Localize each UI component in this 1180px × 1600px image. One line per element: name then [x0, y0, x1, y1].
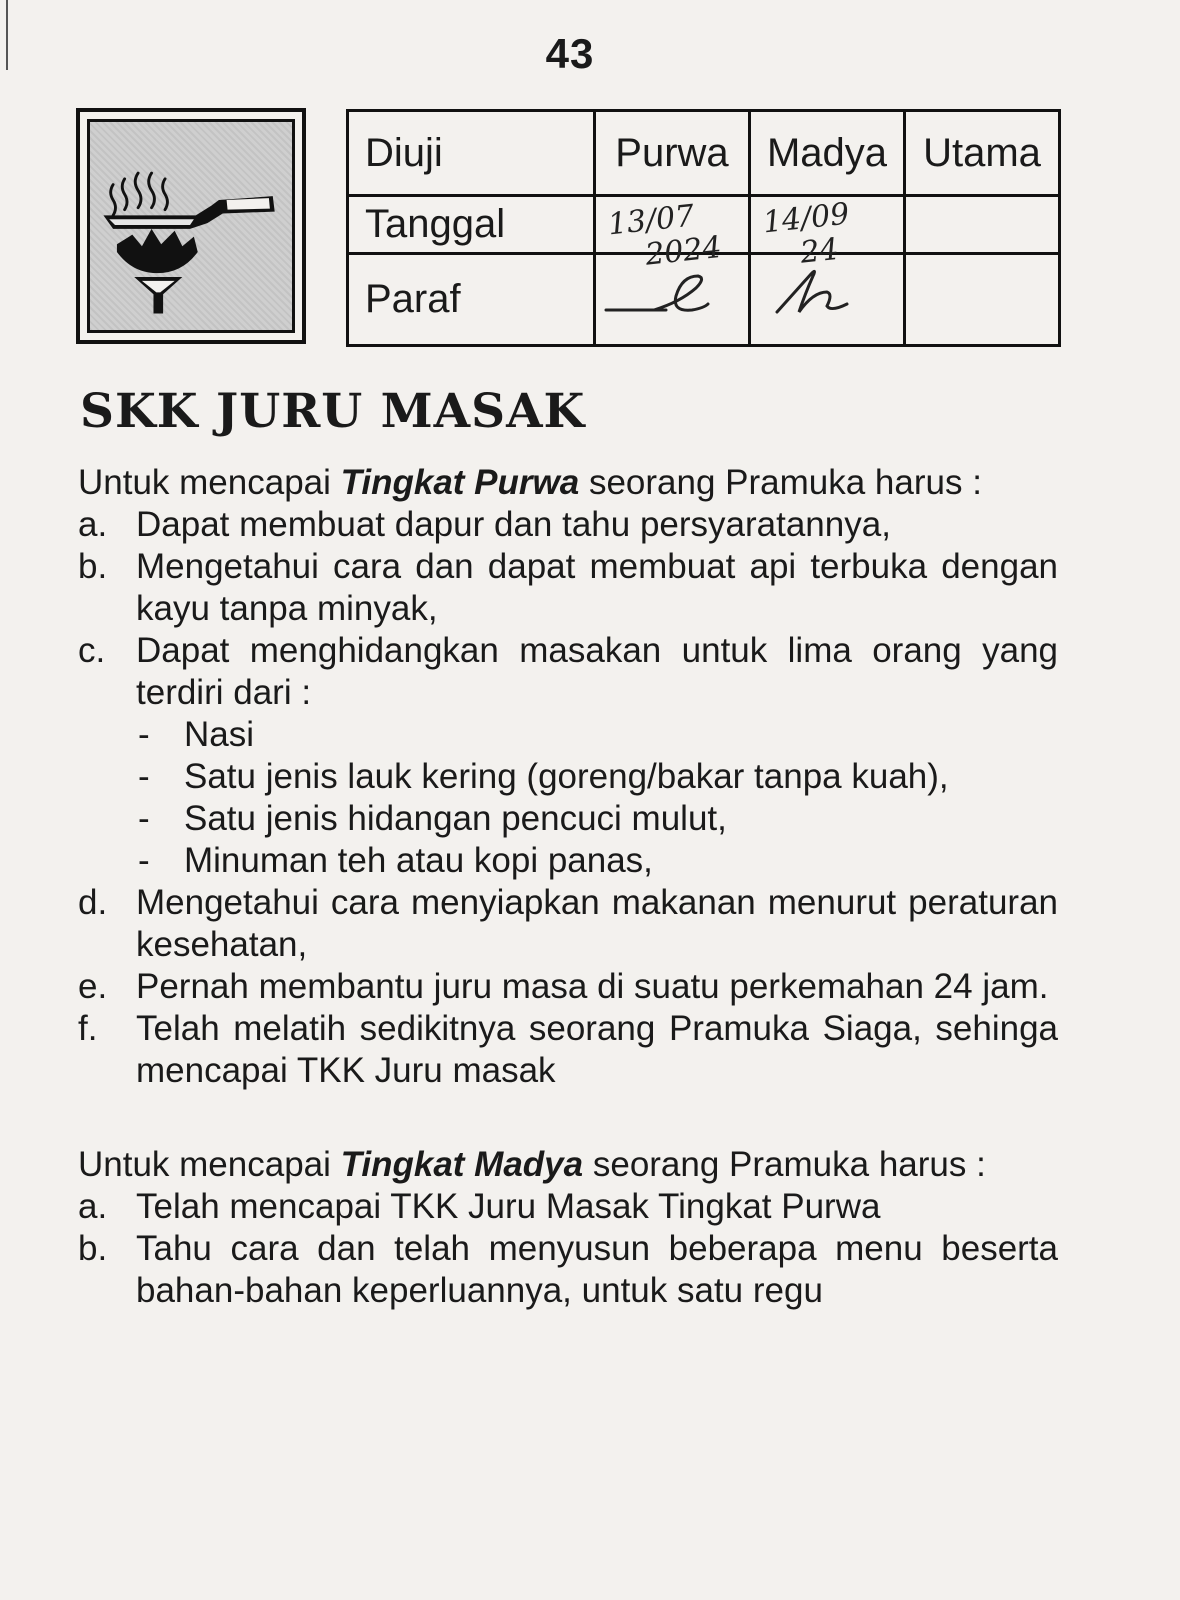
madya-intro-after: seorang Pramuka harus : — [583, 1145, 986, 1184]
page-title: SKK JURU MASAK — [80, 384, 586, 439]
header-purwa: Purwa — [595, 111, 750, 196]
list-item-text: Dapat membuat dapur dan tahu persyaratannya, — [136, 505, 891, 544]
purwa-level: Tingkat Purwa — [340, 463, 580, 502]
list-marker: f. — [78, 1009, 98, 1048]
list-item — [78, 1186, 1058, 1228]
purwa-list — [78, 504, 1058, 1092]
page-number: 43 — [545, 30, 595, 77]
date-madya-top: 14/09 — [761, 196, 851, 241]
purwa-intro — [78, 462, 1058, 504]
badge-inner-panel — [87, 119, 295, 333]
list-item — [78, 1008, 1058, 1092]
date-purwa-top: 13/07 — [606, 198, 696, 243]
header-madya: Madya — [750, 111, 905, 196]
madya-intro-before: Untuk mencapai — [78, 1145, 341, 1184]
header-utama: Utama — [905, 111, 1060, 196]
madya-intro — [78, 1144, 1058, 1186]
list-marker: e. — [78, 967, 108, 1006]
purwa-intro-after: seorang Pramuka harus : — [579, 463, 982, 502]
menu-sublist — [136, 714, 1058, 882]
cell-paraf-utama — [905, 253, 1060, 345]
sub-list-item: - Satu jenis lauk kering (goreng/bakar tanpa kuah), — [136, 756, 1058, 798]
cell-tanggal-utama — [905, 196, 1060, 254]
list-marker: a. — [78, 1187, 108, 1226]
requirements-content — [78, 462, 1058, 1312]
table-row-tanggal — [348, 196, 1060, 254]
row-label-tanggal: Tanggal — [348, 196, 595, 254]
signature-madya-mark — [751, 262, 901, 326]
list-item — [78, 504, 1058, 546]
list-item — [78, 546, 1058, 630]
date-purwa-bottom: 2024 — [643, 229, 724, 273]
list-item — [78, 630, 1058, 882]
list-item-text: Mengetahui cara menyiapkan makanan menurut peraturan kesehatan, — [136, 883, 1058, 964]
signature-madya — [750, 253, 905, 345]
list-item-text: Pernah membantu juru masa di suatu perkemahan 24 jam. — [136, 967, 1049, 1006]
list-marker: a. — [78, 505, 108, 544]
row-label-paraf: Paraf — [348, 253, 595, 345]
table-row-paraf — [348, 253, 1060, 345]
list-marker: b. — [78, 547, 108, 586]
cooking-pan-fire-icon — [90, 122, 292, 330]
purwa-intro-before: Untuk mencapai — [78, 463, 341, 502]
table-header-row — [348, 111, 1060, 196]
list-item — [78, 1228, 1058, 1312]
list-marker: c. — [78, 631, 106, 670]
list-item-text: Tahu cara dan telah menyusun beberapa menu beserta bahan-bahan keperluannya, untuk satu regu — [136, 1229, 1058, 1310]
date-madya-bottom: 24 — [798, 231, 841, 271]
madya-list — [78, 1186, 1058, 1312]
sub-list-item: - Minuman teh atau kopi panas, — [136, 840, 1058, 882]
list-item — [78, 882, 1058, 966]
sub-list-item: - Nasi — [136, 714, 1058, 756]
madya-level: Tingkat Madya — [340, 1145, 584, 1184]
test-record-table — [346, 109, 1061, 347]
section-gap — [78, 1092, 1058, 1144]
cell-tanggal-purwa — [595, 196, 750, 273]
list-item-text: Dapat menghidangkan masakan untuk lima orang yang terdiri dari : — [136, 631, 1058, 712]
list-item — [78, 966, 1058, 1008]
list-item-text: Telah mencapai TKK Juru Masak Tingkat Purwa — [136, 1187, 881, 1226]
sub-list-item: - Satu jenis hidangan pencuci mulut, — [136, 798, 1058, 840]
list-marker: d. — [78, 883, 108, 922]
signature-purwa-mark — [596, 262, 746, 326]
list-marker: b. — [78, 1229, 108, 1268]
signature-purwa — [595, 253, 750, 345]
cell-tanggal-madya — [750, 196, 905, 271]
list-item-text: Telah melatih sedikitnya seorang Pramuka Siaga, sehinga mencapai TKK Juru masak — [136, 1009, 1058, 1090]
header-diuji: Diuji — [348, 111, 595, 196]
list-item-text: Mengetahui cara dan dapat membuat api terbuka dengan kayu tanpa minyak, — [136, 547, 1058, 628]
skk-badge — [76, 108, 306, 344]
